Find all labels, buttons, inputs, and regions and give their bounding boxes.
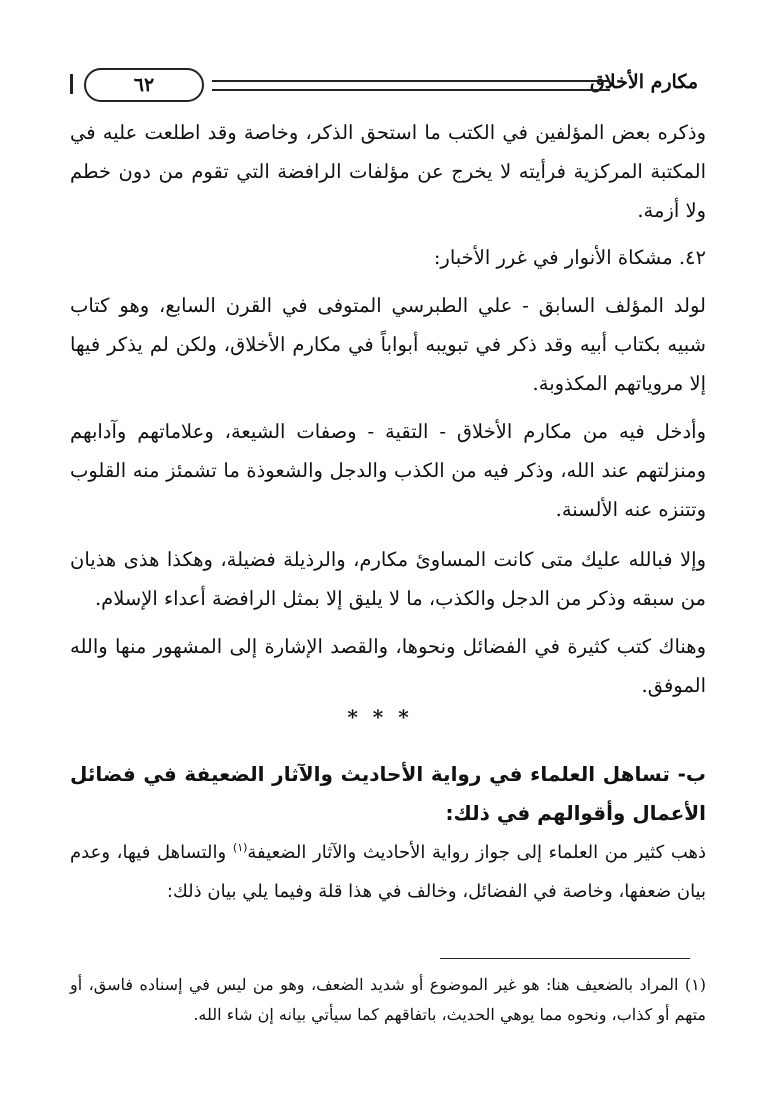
paragraph-text: لولد المؤلف السابق - علي الطبرسي المتوفى في القرن السابع، وهو كتاب شبيه بكتاب أبيه وقد ذكر في تبويبه أبواباً في مكارم الأخلاق، ولكن لم يذكر فيها إلا مروياتهم المكذوبة.: [70, 294, 706, 395]
page-number: ٦٢: [133, 74, 155, 96]
paragraph: [70, 113, 706, 230]
item-42-title: ٤٢. مشكاة الأنوار في غرر الأخبار:: [433, 246, 706, 269]
paragraph: [70, 412, 706, 529]
footnote-text: (١) المراد بالضعيف هنا: هو غير الموضوع أو شديد الضعف، وهو من ليس في إسناده فاسق، أو متهم أو كذاب، ونحوه مما يوهي الحديث، باتفاقهم كما سيأتي بيانه إن شاء الله.: [70, 975, 706, 1024]
paragraph: [70, 540, 706, 618]
footnote: [70, 970, 706, 1030]
paragraph: [70, 833, 706, 911]
paragraph-text: وأدخل فيه من مكارم الأخلاق - التقية - وصفات الشيعة، وعلاماتهم وآدابهم ومنزلتهم عند الله، وذكر فيه من الكذب والدجل والشعوذة ما تشمئز منه القلوب وتتنزه عنه الألسنة.: [70, 420, 706, 521]
section-heading: [70, 755, 706, 833]
page-number-frame: [84, 68, 204, 102]
list-item-heading: [70, 238, 706, 277]
footnote-reference[interactable]: (١): [232, 841, 248, 854]
paragraph: [70, 286, 706, 403]
footnote-separator: [440, 958, 690, 959]
paragraph-text: وذكره بعض المؤلفين في الكتب ما استحق الذكر، وخاصة وقد اطلعت عليه في المكتبة المركزية فرأيته لا يخرج عن مؤلفات الرافضة التي تقوم من دون خطم ولا أزمة.: [70, 121, 706, 222]
paragraph-text-part: والتساهل فيها، وعدم بيان ضعفها، وخاصة في الفضائل، وخالف في هذا قلة وفيما يلي بيان ذلك:: [70, 842, 706, 902]
paragraph-text: وإلا فبالله عليك متى كانت المساوئ مكارم، والرذيلة فضيلة، وهكذا هذى هذيان من سبقه وذكر من الدجل والكذب، ما لا يليق إلا بمثل الرافضة أعداء الإسلام.: [70, 548, 706, 610]
paragraph: [70, 627, 706, 705]
paragraph-text: [70, 833, 706, 911]
header-double-rule: [212, 80, 610, 91]
header-end-mark: [70, 74, 73, 94]
page-header: [70, 66, 698, 106]
section-separator: * * *: [347, 705, 413, 729]
running-title: مكارم الأخلاق: [590, 71, 698, 93]
paragraph-text-part: ذهب كثير من العلماء إلى جواز رواية الأحاديث والآثار الضعيفة: [247, 842, 706, 863]
section-b-title: ب- تساهل العلماء في رواية الأحاديث والآثار الضعيفة في فضائل الأعمال وأقوالهم في ذلك:: [70, 762, 706, 825]
paragraph-text: وهناك كتب كثيرة في الفضائل ونحوها، والقصد الإشارة إلى المشهور منها والله الموفق.: [70, 635, 706, 697]
